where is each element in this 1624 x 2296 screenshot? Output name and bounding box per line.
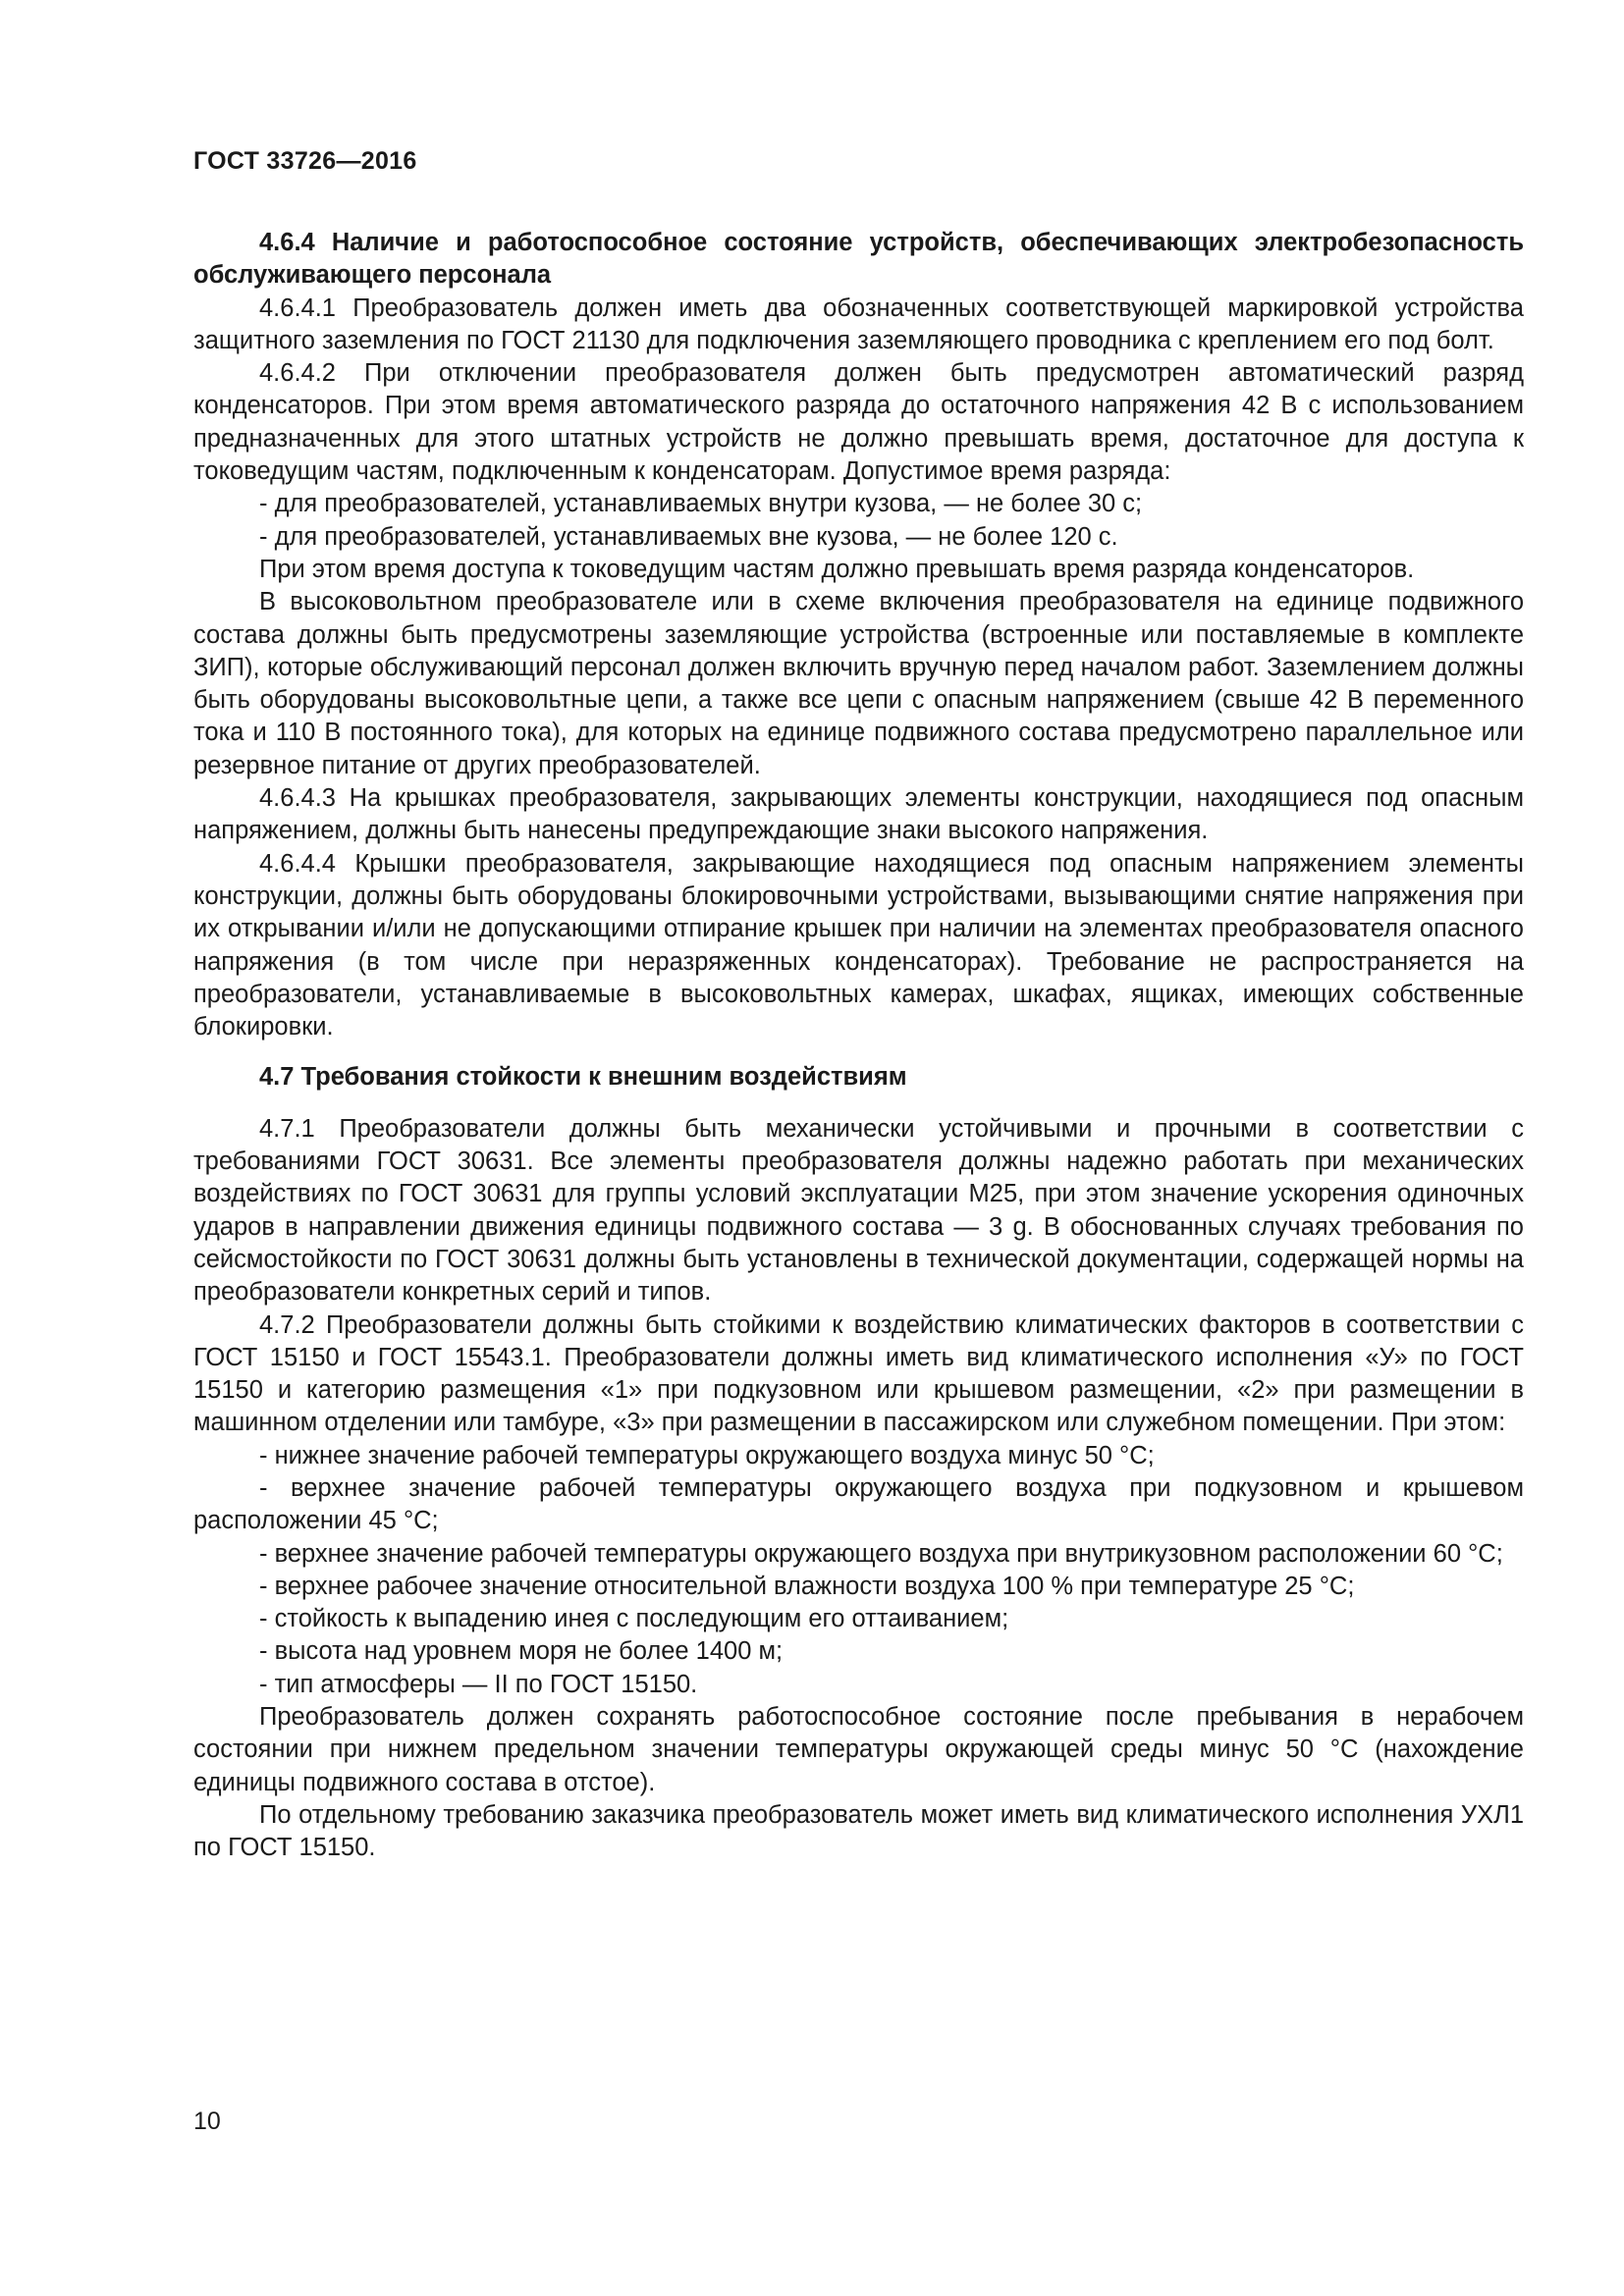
section-heading-4-7: 4.7 Требования стойкости к внешним воздействиям	[259, 1063, 907, 1092]
list-item: - для преобразователей, устанавливаемых вне кузова, — не более 120 с.	[259, 522, 1118, 551]
document-id: ГОСТ 33726—2016	[193, 147, 417, 175]
paragraph-4-7-1: 4.7.1 Преобразователи должны быть механически устойчивыми и прочными в соответствии с требованиями ГОСТ 30631. Все элементы преобразователя должны надежно работать при механических воздействиях по ГОСТ 30631 для группы условий эксплуатации М25, при этом значение ускорения одиночных ударов в направлении движения единицы подвижного состава — 3 g. В обоснованных случаях требования по сейсмостойкости по ГОСТ 30631 должны быть установлены в технической документации, содержащей нормы на преобразователи конкретных серий и типов.	[193, 1114, 1524, 1307]
list-item: - нижнее значение рабочей температуры окружающего воздуха минус 50 °С;	[259, 1441, 1155, 1469]
list-item: - высота над уровнем моря не более 1400 м;	[259, 1637, 784, 1666]
list-item: - верхнее значение рабочей температуры окружающего воздуха при внутрикузовном расположении 60 °С;	[259, 1539, 1503, 1568]
paragraph-4-6-4-1: 4.6.4.1 Преобразователь должен иметь два обозначенных соответствующей маркировкой устройства защитного заземления по ГОСТ 21130 для подключения заземляющего проводника с креплением его под болт.	[193, 294, 1524, 354]
paragraph: По отдельному требованию заказчика преобразователь может иметь вид климатического исполнения УХЛ1 по ГОСТ 15150.	[193, 1800, 1524, 1862]
paragraph-4-6-4-4: 4.6.4.4 Крышки преобразователя, закрывающие находящиеся под опасным напряжением элементы конструкции, должны быть оборудованы блокировочными устройствами, вызывающими снятие напряжения при их открывании и/или не допускающими отпирание крышек при наличии на элементах преобразователя опасного напряжения (в том числе при неразряженных конденсаторах). Требование не распространяется на преобразователи, устанавливаемые в высоковольтных камерах, шкафах, ящиках, имеющих собственные блокировки.	[193, 849, 1524, 1041]
page-content	[193, 227, 1524, 1865]
page-number: 10	[193, 2108, 221, 2135]
paragraph-4-7-2: 4.7.2 Преобразователи должны быть стойкими к воздействию климатических факторов в соответствии с ГОСТ 15150 и ГОСТ 15543.1. Преобразователи должны иметь вид климатического исполнения «У» по ГОСТ 15150 и категорию размещения «1» при подкузовном или крышевом размещении, «2» при размещении в машинном отделении или тамбуре, «3» при размещении в пассажирском или служебном помещении. При этом:	[193, 1310, 1524, 1437]
paragraph-4-6-4-2: 4.6.4.2 При отключении преобразователя должен быть предусмотрен автоматический разряд конденсаторов. При этом время автоматического разряда до остаточного напряжения 42 В с использованием предназначенных для этого штатных устройств не должно превышать время, достаточное для доступа к токоведущим частям, подключенным к конденсаторам. Допустимое время разряда:	[193, 359, 1524, 486]
paragraph: В высоковольтном преобразователе или в схеме включения преобразователя на единице подвижного состава должны быть предусмотрены заземляющие устройства (встроенные или поставляемые в комплекте ЗИП), которые обслуживающий персонал должен включить вручную перед началом работ. Заземлением должны быть оборудованы высоковольтные цепи, а также все цепи с опасным напряжением (свыше 42 В переменного тока и 110 В постоянного тока), для которых на единице подвижного состава предусмотрено параллельное или резервное питание от других преобразователей.	[193, 588, 1524, 779]
paragraph: При этом время доступа к токоведущим частям должно превышать время разряда конденсаторов.	[259, 555, 1415, 583]
paragraph: Преобразователь должен сохранять работоспособное состояние после пребывания в нерабочем состоянии при нижнем предельном значении температуры окружающей среды минус 50 °С (нахождение единицы подвижного состава в отстое).	[193, 1703, 1524, 1796]
section-heading-4-6-4: 4.6.4 Наличие и работоспособное состояние устройств, обеспечивающих электробезопасность обслуживающего персонала	[193, 229, 1524, 290]
paragraph-4-6-4-3: 4.6.4.3 На крышках преобразователя, закрывающих элементы конструкции, находящиеся под опасным напряжением, должны быть нанесены предупреждающие знаки высокого напряжения.	[193, 784, 1524, 845]
list-item: - верхнее рабочее значение относительной влажности воздуха 100 % при температуре 25 °С;	[259, 1572, 1355, 1600]
list-item: - верхнее значение рабочей температуры окружающего воздуха при подкузовном и крышевом расположении 45 °С;	[193, 1473, 1524, 1535]
list-item: - тип атмосферы — II по ГОСТ 15150.	[259, 1670, 698, 1698]
list-item: - стойкость к выпадению инея с последующим его оттаиванием;	[259, 1605, 1009, 1633]
list-item: - для преобразователей, устанавливаемых внутри кузова, — не более 30 с;	[259, 490, 1143, 518]
